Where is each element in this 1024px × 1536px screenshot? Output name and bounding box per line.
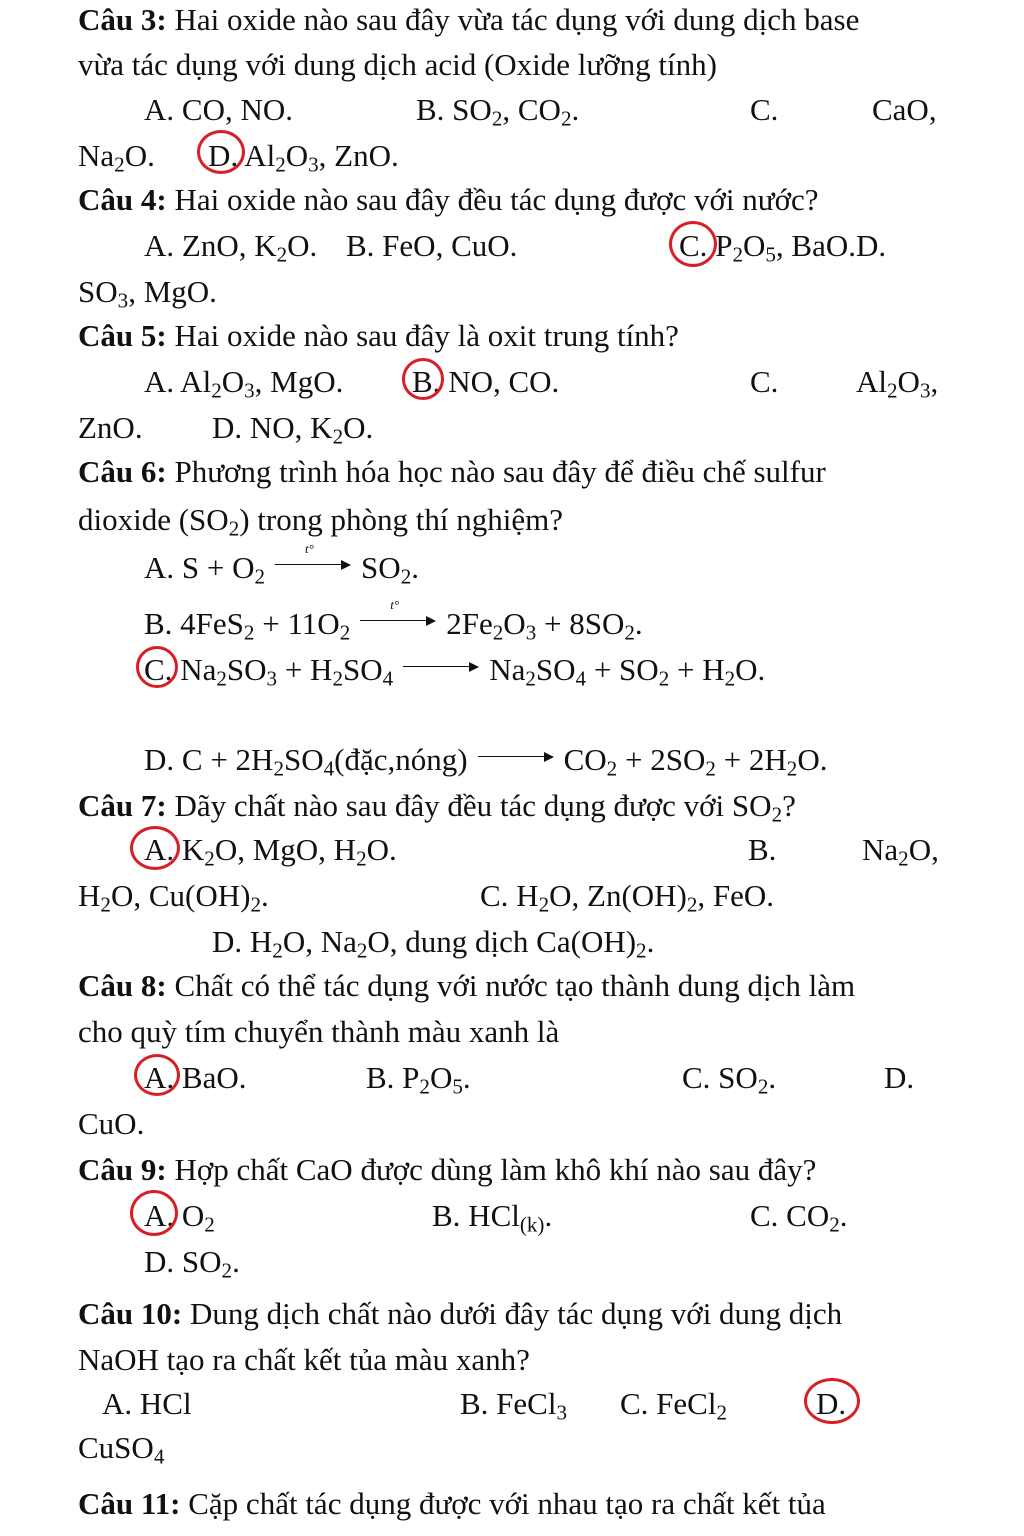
q7-option-b-letter: B. [748,832,777,867]
q8-line1: Câu 8: Chất có thể tác dụng với nước tạo thành dung dịch làm [78,968,856,1003]
q8-option-b: B. $P_2O_5$. [366,1060,471,1099]
q4-option-d-cont: $SO_3$, MgO. [78,274,217,313]
q10-option-d-cont: CuSO$_4$ [78,1430,165,1469]
q5-line1: Câu 5: Hai oxide nào sau đây là oxit trung tính? [78,318,679,353]
reaction-arrow: t° [360,615,436,627]
q7-option-a: A. $K_2O$, MgO, $H_2O$. [144,832,397,871]
q7-option-b: $Na_2O$, [862,832,939,871]
reaction-arrow: t° [275,559,351,571]
q10-option-d: D. [816,1386,847,1421]
q5-option-d: D. NO, $K_2O$. [212,410,374,449]
q4-line1: Câu 4: Hai oxide nào sau đây đều tác dụng được với nước? [78,182,819,217]
q3-option-c-letter: C. [750,92,779,127]
q7-option-c: C. $H_2O$, $Zn(OH)_2$, FeO. [480,878,775,917]
q9-option-a: A. $O_2$ [144,1198,215,1237]
q9-option-c: C. $CO_2$. [750,1198,848,1237]
q10-option-c: C. FeCl$_2$ [620,1386,728,1425]
q3-option-a: A. CO, NO. [144,92,293,127]
q6-option-d: D. $C + 2H_2SO_4(đặc,nóng) CO_2 + 2SO_2 + 2H_2O$. [144,742,828,781]
q3-option-b: B. $SO_2$, $CO_2$. [416,92,580,131]
reaction-arrow [478,751,554,763]
q3-line1: Câu 3: Hai oxide nào sau đây vừa tác dụng với dung dịch base [78,2,860,37]
q5-option-c: $Al_2O_3$, [856,364,939,403]
q9-option-b: B. HCl$_{(k)}$. [432,1198,553,1237]
q3-line2: vừa tác dụng với dung dịch acid (Oxide lưỡng tính) [78,47,717,82]
reaction-arrow [403,661,479,673]
q4-option-c: C. $P_2O_5$, BaO.D. [679,228,887,267]
q3-label: Câu 3: [78,2,167,37]
q11-line1: Câu 11: Cặp chất tác dụng được với nhau tạo ra chất kết tủa [78,1486,826,1521]
q8-option-c: C. $SO_2$. [682,1060,777,1099]
q9-line1: Câu 9: Hợp chất CaO được dùng làm khô khí nào sau đây? [78,1152,817,1187]
q4-option-a: A. ZnO, $K_2O$. [144,228,318,267]
q5-option-c-cont: ZnO. [78,410,143,445]
q7-line1: Câu 7: Dãy chất nào sau đây đều tác dụng được với $SO_2$? [78,788,796,827]
q3-option-d: D. $Al_2O_3$, ZnO. [208,138,399,177]
q9-option-d: D. $SO_2$. [144,1244,240,1283]
q5-option-c-letter: C. [750,364,779,399]
q8-line2: cho quỳ tím chuyển thành màu xanh là [78,1014,560,1049]
q10-option-a: A. HCl [102,1386,192,1421]
q6-option-c: C. $Na_2SO_3 + H_2SO_4$ $Na_2SO_4 + SO_2 + H_2O$. [144,652,766,691]
q3-option-c-cont: $Na_2O$. [78,138,155,177]
q8-option-d: D. [884,1060,915,1095]
q6-line1: Câu 6: Phương trình hóa học nào sau đây để điều chế sulfur [78,454,826,489]
q4-option-b: B. FeO, CuO. [346,228,518,263]
q7-option-b-cont: $H_2O$, $Cu(OH)_2$. [78,878,269,917]
q10-line1: Câu 10: Dung dịch chất nào dưới đây tác dụng với dung dịch [78,1296,843,1331]
q6-line2: dioxide $(SO_2)$ trong phòng thí nghiệm? [78,502,563,541]
q5-option-a: A. $Al_2O_3$, MgO. [144,364,344,403]
q5-option-b: B. NO, CO. [412,364,560,399]
q8-option-d-cont: CuO. [78,1106,145,1141]
q10-line2: NaOH tạo ra chất kết tủa màu xanh? [78,1342,530,1377]
q7-option-d: D. $H_2O$, $Na_2O$, dung dịch $Ca(OH)_2$. [212,924,655,963]
q3-option-c: CaO, [872,92,937,127]
q6-option-b: B. $4FeS_2 + 11O_2$ t° $2Fe_2O_3 + 8SO_2$. [144,597,643,645]
q8-option-a: A. BaO. [144,1060,247,1095]
q10-option-b: B. FeCl$_3$ [460,1386,568,1425]
q6-option-a: A. $S + O_2$ t° $SO_2$. [144,541,419,589]
